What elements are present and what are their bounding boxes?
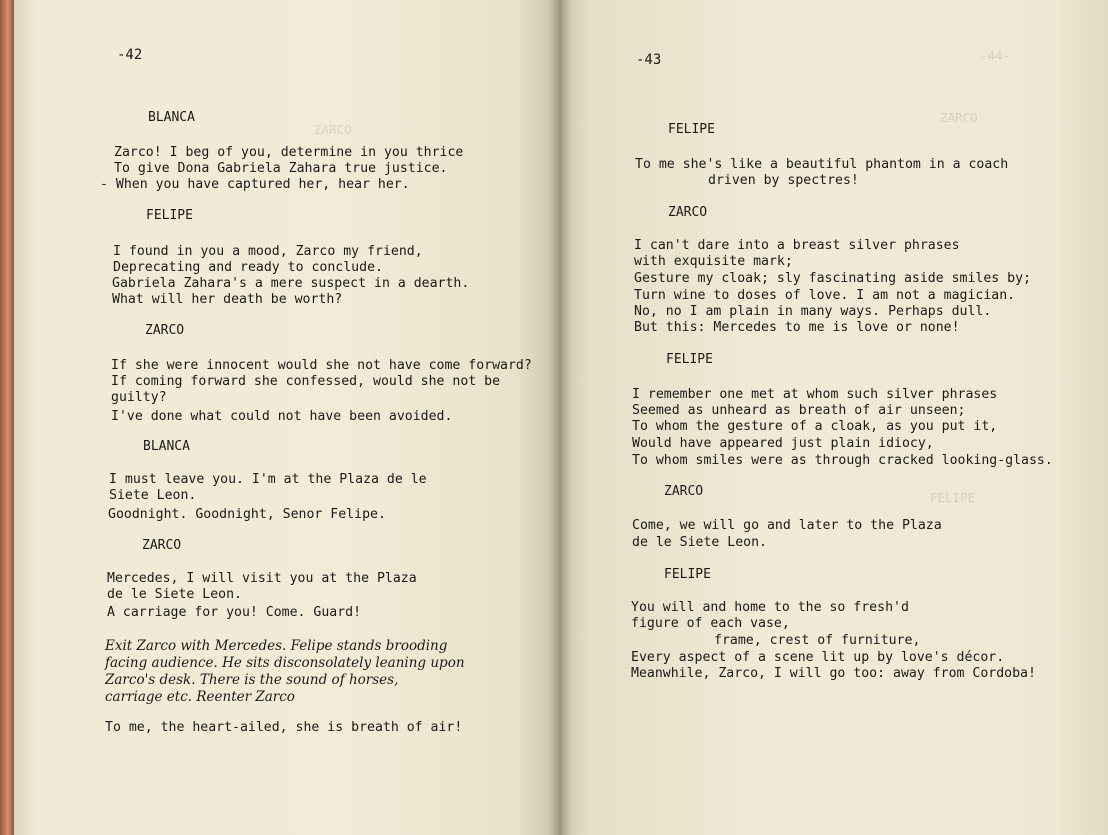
page-number: -42 (117, 47, 143, 63)
dialogue-line: To me, the heart-ailed, she is breath of air! (105, 720, 463, 735)
stage-direction-line: facing audience. He sits disconsolately leaning upon (105, 655, 465, 671)
dialogue-line: But this: Mercedes to me is love or none! (634, 320, 960, 335)
stage-direction-line: Zarco's desk. There is the sound of horses, (105, 672, 399, 688)
dialogue-line: Zarco! I beg of you, determine in you thrice (114, 145, 464, 160)
dialogue-line: Seemed as unheard as breath of air unseen; (632, 403, 966, 418)
dialogue-line: Gabriela Zahara's a mere suspect in a dearth. (112, 276, 470, 291)
dialogue-line: Gesture my cloak; sly fascinating aside smiles by; (634, 271, 1031, 286)
dialogue-line: Turn wine to doses of love. I am not a magician. (634, 288, 1016, 303)
dialogue-line: Deprecating and ready to conclude. (113, 260, 383, 275)
dialogue-line: If coming forward she confessed, would she not be (111, 374, 501, 389)
page-edge (0, 0, 14, 835)
dialogue-line: What will her death be worth? (112, 292, 343, 307)
show-through: -44- (980, 48, 1011, 63)
dialogue-line: A carriage for you! Come. Guard! (107, 605, 362, 620)
speaker-name: FELIPE (668, 122, 715, 137)
dialogue-line: - When you have captured her, hear her. (100, 177, 410, 192)
dialogue-line: I found in you a mood, Zarco my friend, (113, 244, 423, 259)
right-page (560, 0, 1108, 835)
dialogue-line: de le Siete Leon. (632, 535, 767, 550)
dialogue-line: Meanwhile, Zarco, I will go too: away from Cordoba! (631, 666, 1036, 681)
dialogue-line: To whom the gesture of a cloak, as you put it, (632, 419, 998, 434)
show-through: ZARCO (314, 122, 352, 137)
speaker-name: ZARCO (668, 205, 708, 220)
speaker-name: FELIPE (146, 208, 193, 223)
stage-direction-line: Exit Zarco with Mercedes. Felipe stands brooding (105, 638, 448, 654)
dialogue-line: If she were innocent would she not have come forward? (111, 358, 532, 373)
dialogue-line: No, no I am plain in many ways. Perhaps dull. (634, 304, 992, 319)
dialogue-line: Mercedes, I will visit you at the Plaza (107, 571, 417, 586)
dialogue-line: frame, crest of furniture, (714, 633, 921, 648)
speaker-name: ZARCO (145, 323, 185, 338)
dialogue-line: Would have appeared just plain idiocy, (632, 436, 934, 451)
dialogue-line: with exquisite mark; (634, 254, 793, 269)
show-through: FELIPE (930, 490, 976, 505)
page-number: -43 (636, 52, 662, 68)
dialogue-line: I can't dare into a breast silver phrases (634, 238, 960, 253)
dialogue-line: To whom smiles were as through cracked looking-glass. (632, 453, 1053, 468)
speaker-name: FELIPE (666, 352, 713, 367)
dialogue-line: I remember one met at whom such silver phrases (632, 387, 998, 402)
dialogue-line: Come, we will go and later to the Plaza (632, 518, 942, 533)
show-through: ZARCO (940, 110, 978, 125)
dialogue-line: de le Siete Leon. (107, 587, 242, 602)
dialogue-line: Every aspect of a scene lit up by love's décor. (631, 650, 1005, 665)
dialogue-line: I must leave you. I'm at the Plaza de le (109, 472, 427, 487)
dialogue-line: driven by spectres! (708, 173, 859, 188)
dialogue-line: To me she's like a beautiful phantom in a coach (635, 157, 1009, 172)
dialogue-line: Goodnight. Goodnight, Senor Felipe. (108, 507, 386, 522)
dialogue-line: Siete Leon. (109, 488, 197, 503)
dialogue-line: guilty? (111, 390, 167, 405)
speaker-name: ZARCO (142, 538, 182, 553)
dialogue-line: To give Dona Gabriela Zahara true justice. (114, 161, 448, 176)
dialogue-line: You will and home to the so fresh'd (631, 600, 909, 615)
dialogue-line: I've done what could not have been avoided. (111, 409, 453, 424)
speaker-name: BLANCA (148, 110, 195, 125)
stage-direction-line: carriage etc. Reenter Zarco (105, 689, 295, 705)
speaker-name: BLANCA (143, 439, 190, 454)
left-page (14, 0, 560, 835)
speaker-name: ZARCO (664, 484, 704, 499)
speaker-name: FELIPE (664, 567, 711, 582)
dialogue-line: figure of each vase, (631, 616, 790, 631)
